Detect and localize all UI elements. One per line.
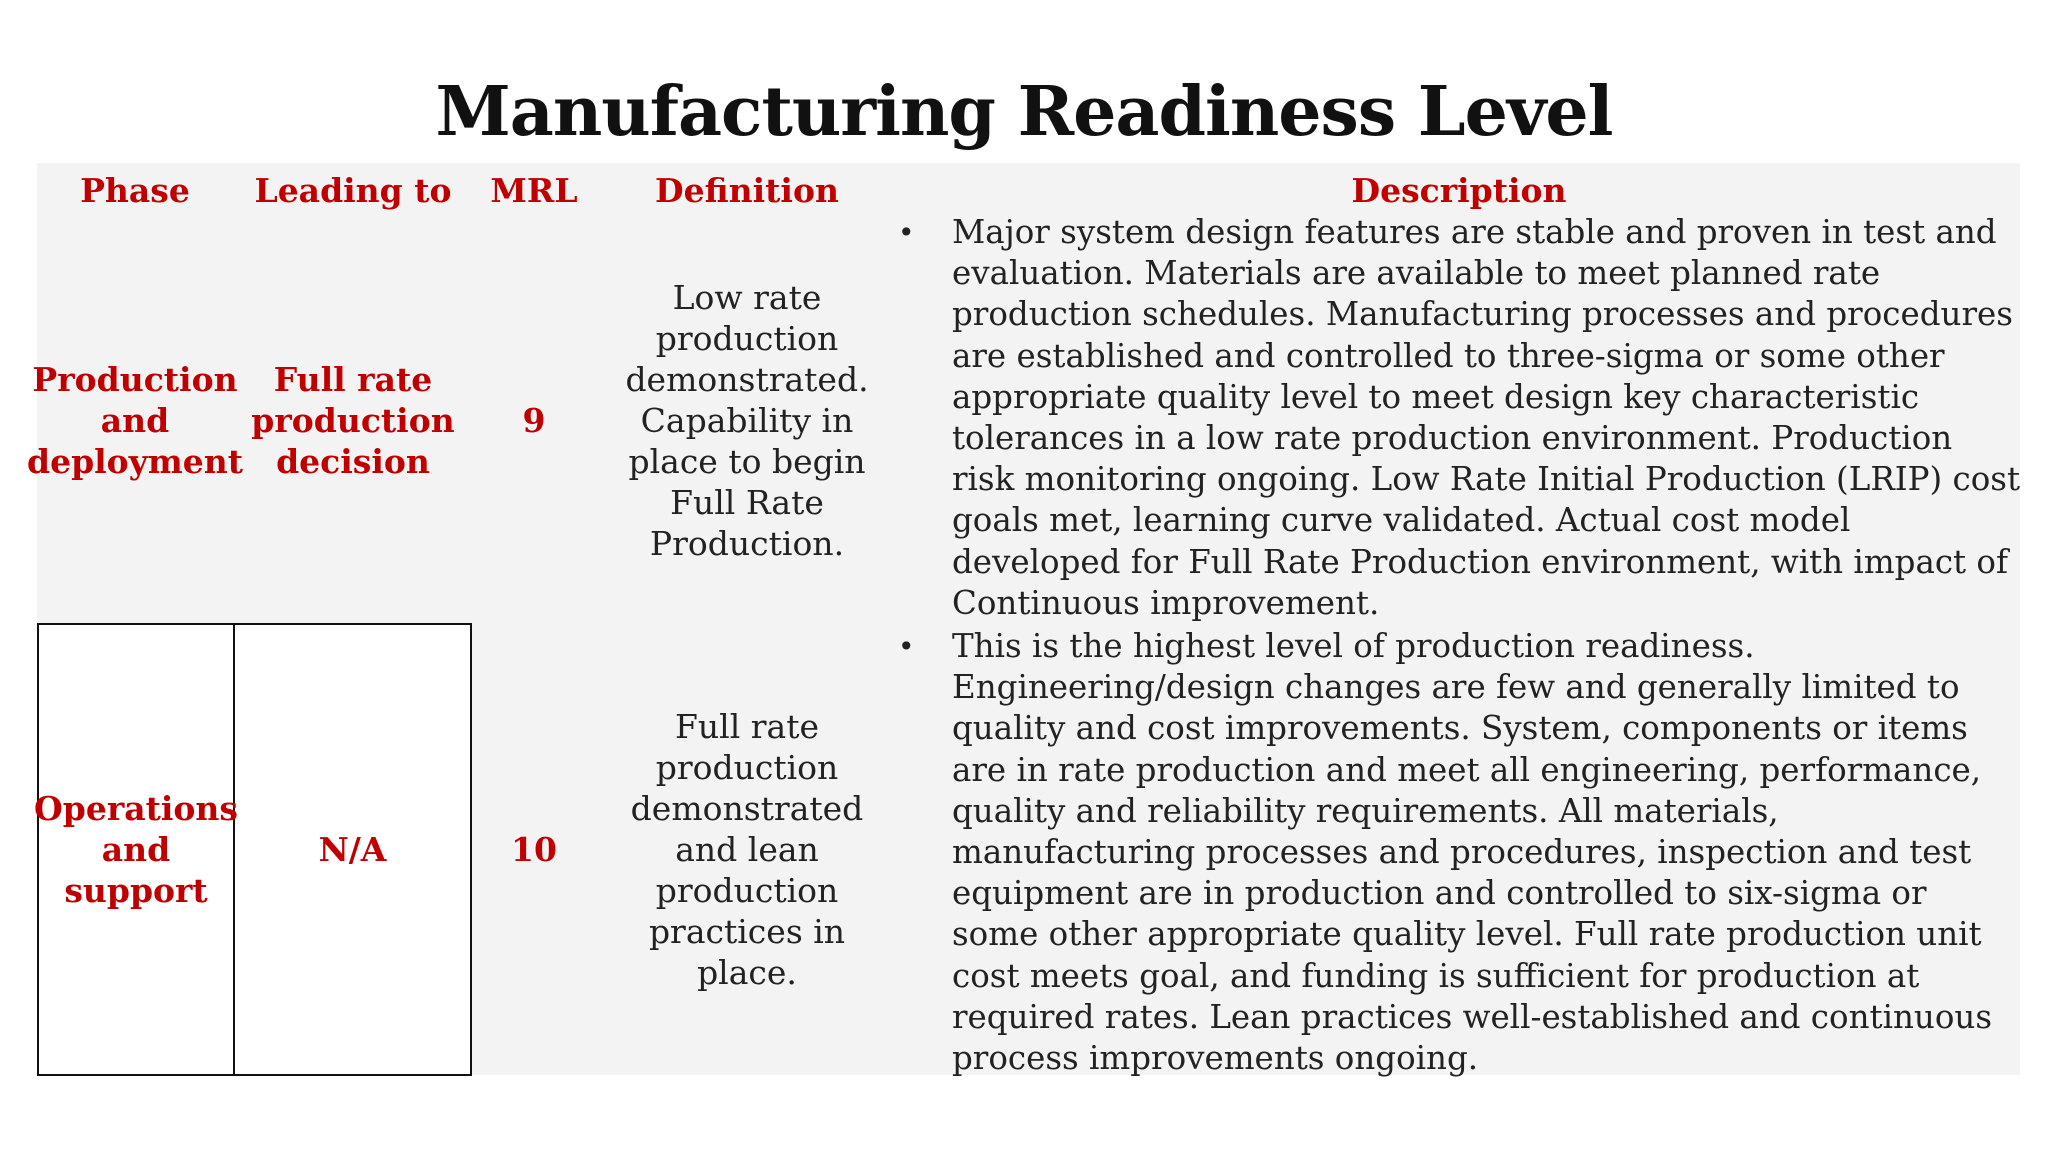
row-2-bullet: • xyxy=(898,630,915,663)
row-1-definition-text: Low rate production demonstrated. Capability in place to begin Full Rate Production. xyxy=(625,277,869,563)
header-definition: Definition xyxy=(655,170,839,210)
header-phase: Phase xyxy=(80,170,190,210)
row-1-mrl-text: 9 xyxy=(522,400,546,440)
row-2-phase xyxy=(34,625,238,1074)
header-description: Description xyxy=(1351,170,1567,210)
row-2-definition-text: Full rate production demonstrated and lean production practices in place. xyxy=(630,707,864,992)
row-2-description xyxy=(898,626,2020,1079)
page-title: Manufacturing Readiness Level xyxy=(435,72,1613,152)
row-2-bottom-border xyxy=(37,1074,472,1076)
header-mrl: MRL xyxy=(490,170,578,210)
row-1-leading-to-text: Full rate production decision xyxy=(251,359,455,481)
row-1-bullet: • xyxy=(898,216,915,249)
row-1-description xyxy=(898,212,2020,624)
row-1-phase-text: Production and deployment xyxy=(27,359,244,481)
row-2-description-text: This is the highest level of production readiness. Engineering/design changes are few and generally limited to quality and cost improvements. System, components or items are in rate production and meet all engineering, performance, quality and reliability requirements. All materials, manufacturing processes and procedures, inspection and test equipment are in production and controlled to six-sigma or some other appropriate quality level. Full rate production unit cost meets goal, and funding is sufficient for production at required rates. Lean practices well-established and continuous process improvements ongoing. xyxy=(952,627,1992,1078)
row-1-leading-to xyxy=(248,217,458,623)
row-1-mrl xyxy=(472,217,596,623)
row-1-definition xyxy=(596,217,898,623)
row-2-leading-to-text: N/A xyxy=(318,830,387,869)
row-2-mrl-text: 10 xyxy=(511,830,557,869)
row-2-leading-to xyxy=(235,625,470,1074)
row-1-description-text: Major system design features are stable and proven in test and evaluation. Materials are available to meet planned rate production schedules. Manufacturing processes and procedures are established and controlled to three-sigma or some other appropriate quality level to meet design key characteristic tolerances in a low rate production environment. Production risk monitoring ongoing. Low Rate Initial Production (LRIP) cost goals met, learning curve validated. Actual cost model developed for Full Rate Production environment, with impact of Continuous improvement. xyxy=(952,213,2021,622)
row-1-phase xyxy=(27,217,244,623)
row-2-phase-text: Operations and support xyxy=(34,789,238,910)
row-2-definition xyxy=(596,625,898,1074)
header-leading-to: Leading to xyxy=(254,170,452,210)
row-2-mrl xyxy=(472,625,596,1074)
